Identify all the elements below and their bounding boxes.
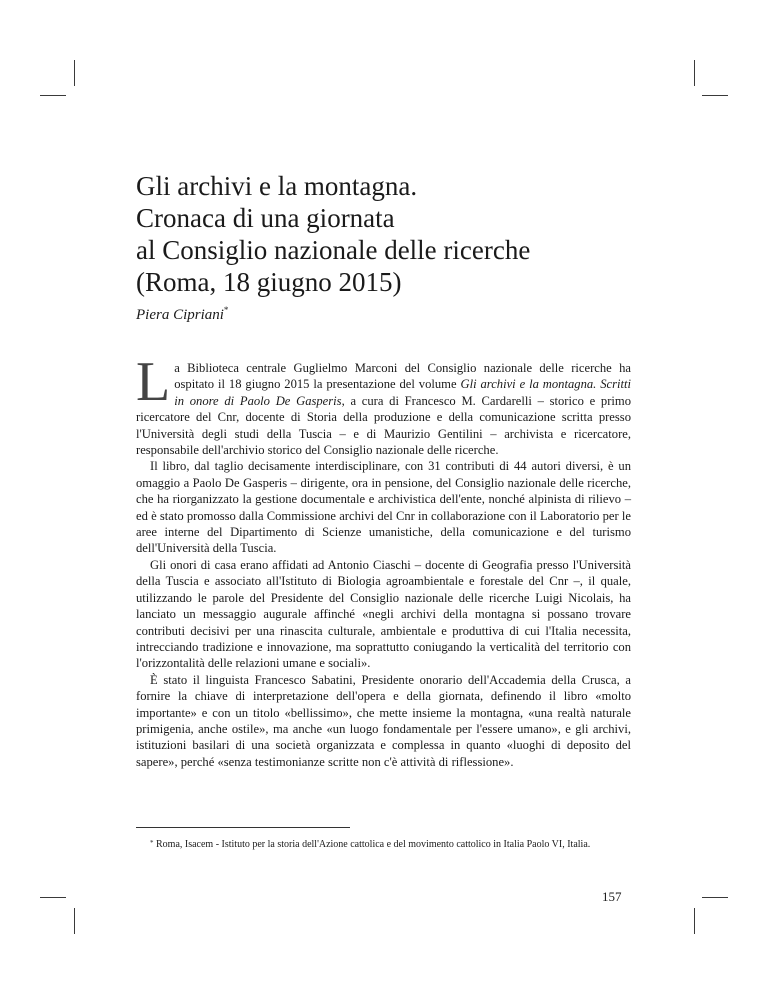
page-number: 157 <box>602 889 622 904</box>
paragraph <box>136 351 631 458</box>
article-title <box>136 170 696 298</box>
crop-mark <box>694 908 695 934</box>
paragraph: Il libro, dal taglio decisamente interdisciplinare, con 31 contributi di 44 autori diversi, è un omaggio a Paolo De Gasperis – dirigente, ora in pensione, del Consiglio nazionale delle ricerche, che ha riorganizzato la gestione documentale e archivistica dell'ente, nonché alpinista di rilievo – ed è stato promosso dalla Commissione archivi del Cnr in collaborazione con il Laboratorio per le aree interne del Dipartimento di Scienze umanistiche, della comunicazione e del turismo dell'Università della Tuscia. <box>136 459 631 556</box>
crop-mark <box>702 897 728 898</box>
title-line: (Roma, 18 giugno 2015) <box>136 267 402 297</box>
title-line: al Consiglio nazionale delle ricerche <box>136 235 531 265</box>
crop-mark <box>694 60 695 86</box>
footnote-marker: * <box>223 305 229 315</box>
footnote-divider <box>136 827 350 828</box>
author-byline <box>136 307 228 324</box>
footnote-marker: * <box>150 839 154 847</box>
crop-mark <box>40 897 66 898</box>
crop-mark <box>40 95 66 96</box>
author-name: Piera Cipriani <box>136 307 224 323</box>
footnote-text: Roma, Isacem - Istituto per la storia dell'Azione cattolica e del movimento cattolico in Italia Paolo VI, Italia. <box>153 839 591 850</box>
paragraph-text: , a cura di Francesco M. Cardarelli – storico e primo ricercatore del Cnr, docente di Storia della produzione e della comunicazione scritta presso l'Università degli studi della Tuscia – e di Maurizio Gentilini – archivista e ricercatore, responsabile dell'archivio storico del Consiglio nazionale delle ricerche. <box>136 393 631 458</box>
crop-mark <box>74 60 75 86</box>
drop-cap: L <box>136 351 171 413</box>
crop-mark <box>702 95 728 96</box>
title-line: Cronaca di una giornata <box>136 203 395 233</box>
title-line: Gli archivi e la montagna. <box>136 171 418 201</box>
footnote <box>136 838 631 852</box>
paragraph: Gli onori di casa erano affidati ad Antonio Ciaschi – docente di Geografia presso l'Università della Tuscia e associato all'Istituto di Biologia agroambientale e forestale del Cnr –, il quale, utilizzando le parole del Presidente del Consiglio nazionale delle ricerche Luigi Nicolais, ha lanciato un messaggio augurale affinché «negli archivi della montagna si possano trovare contributi decisivi per una rinascita culturale, ambientale e produttiva di cui l'Italia necessita, intrecciando tradizione e innovazione, ma soprattutto coniugando la verticalità del territorio con l'orizzontalità delle relazioni umane e sociali». <box>136 557 631 671</box>
article-body <box>136 351 631 770</box>
paragraph-text: a Biblioteca centrale Guglielmo Marconi del Consiglio nazionale delle ricerche ha ospitato il 18 giugno 2015 la presentazione del volume <box>174 361 631 392</box>
paragraph: È stato il linguista Francesco Sabatini, Presidente onorario dell'Accademia della Crusca, a fornire la chiave di interpretazione dell'opera e della giornata, definendo il libro «molto importante» e con un titolo «bellissimo», che mette insieme la montagna, «una realtà naturale primigenia, anche ostile», ma anche «un luogo fondamentale per l'essere umano», e gli archivi, istituzioni basilari di una società organizzata e complessa in quanto «luoghi di deposito del sapere», perché «senza testimonianze scritte non c'è attività di riflessione». <box>136 672 631 769</box>
book-title: Gli archivi e la montagna. Scritti in onore di Paolo De Gasperis <box>174 377 631 408</box>
crop-mark <box>74 908 75 934</box>
